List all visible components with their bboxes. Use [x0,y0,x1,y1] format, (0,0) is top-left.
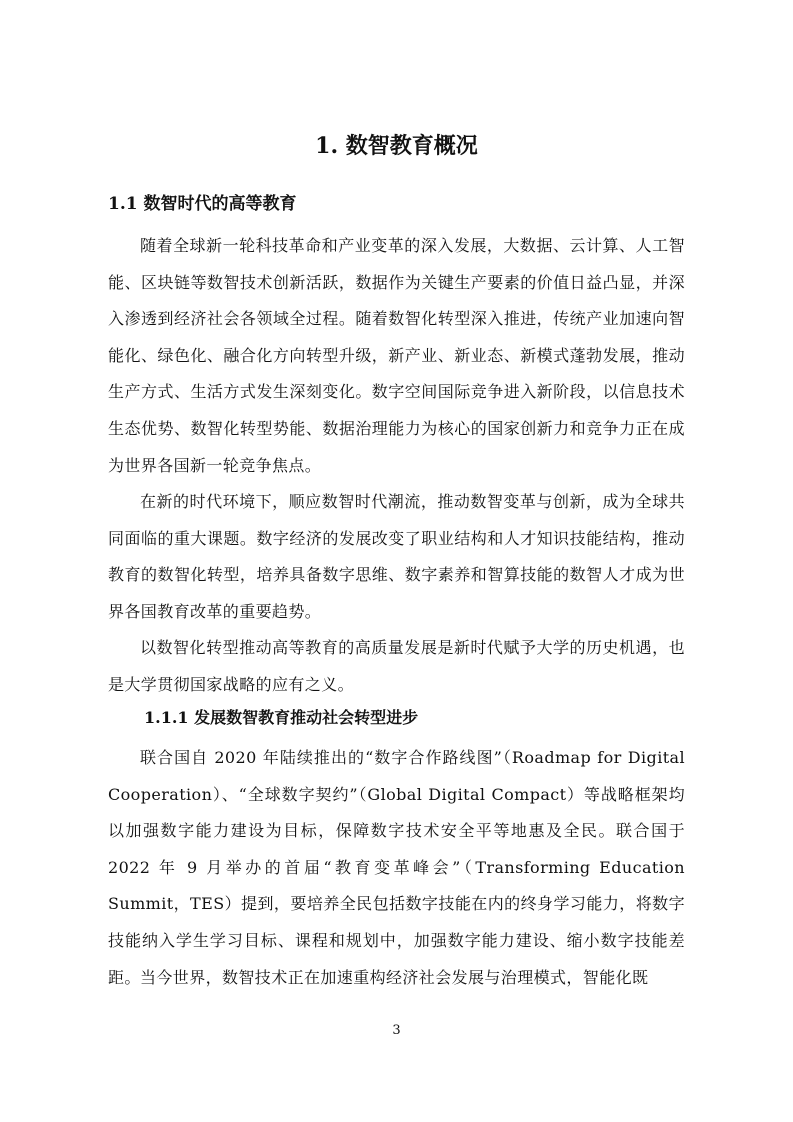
paragraph: 以数智化转型推动高等教育的高质量发展是新时代赋予大学的历史机遇，也是大学贯彻国家战略的应有之义。 [108,638,685,694]
paragraph: 随着全球新一轮科技革命和产业变革的深入发展，大数据、云计算、人工智能、区块链等数智技术创新活跃，数据作为关键生产要素的价值日益凸显，并深入渗透到经济社会各领域全过程。随着数智化转型深入推进，传统产业加速向智能化、绿色化、融合化方向转型升级，新产业、新业态、新模式蓬勃发展，推动生产方式、生活方式发生深刻变化。数字空间国际竞争进入新阶段，以信息技术生态优势、数智化转型势能、数据治理能力为核心的国家创新力和竞争力正在成为世界各国新一轮竞争焦点。 [108,236,685,475]
section-heading: 1.1 数智时代的高等教育 [108,194,297,214]
subsection-heading: 1.1.1 发展数智教育推动社会转型进步 [144,708,419,727]
paragraph: 在新的时代环境下，顺应数智时代潮流，推动数智变革与创新，成为全球共同面临的重大课题。数字经济的发展改变了职业结构和人才知识技能结构，推动教育的数智化转型，培养具备数字思维、数字素养和智算技能的数智人才成为世界各国教育改革的重要趋势。 [108,492,685,621]
paragraph: 联合国自 2020 年陆续推出的“数字合作路线图”（Roadmap for Digital Cooperation）、“全球数字契约”（Global Digital Compact）等战略框架均以加强数字能力建设为目标，保障数字技术安全平等地惠及全民。联合国于 2022 年 9 月举办的首届“教育变革峰会”（Transforming Education Summit，TES）提到，要培养全民包括数字技能在内的终身学习能力，将数字技能纳入学生学习目标、课程和规划中，加强数字能力建设、缩小数字技能差距。 [108,748,685,987]
page-number: 3 [392,1023,401,1038]
chapter-title: 1. 数智教育概况 [315,133,478,159]
paragraph: 当今世界，数智技术正在加速重构经济社会发展与治理模式，智能化既 [140,968,649,987]
